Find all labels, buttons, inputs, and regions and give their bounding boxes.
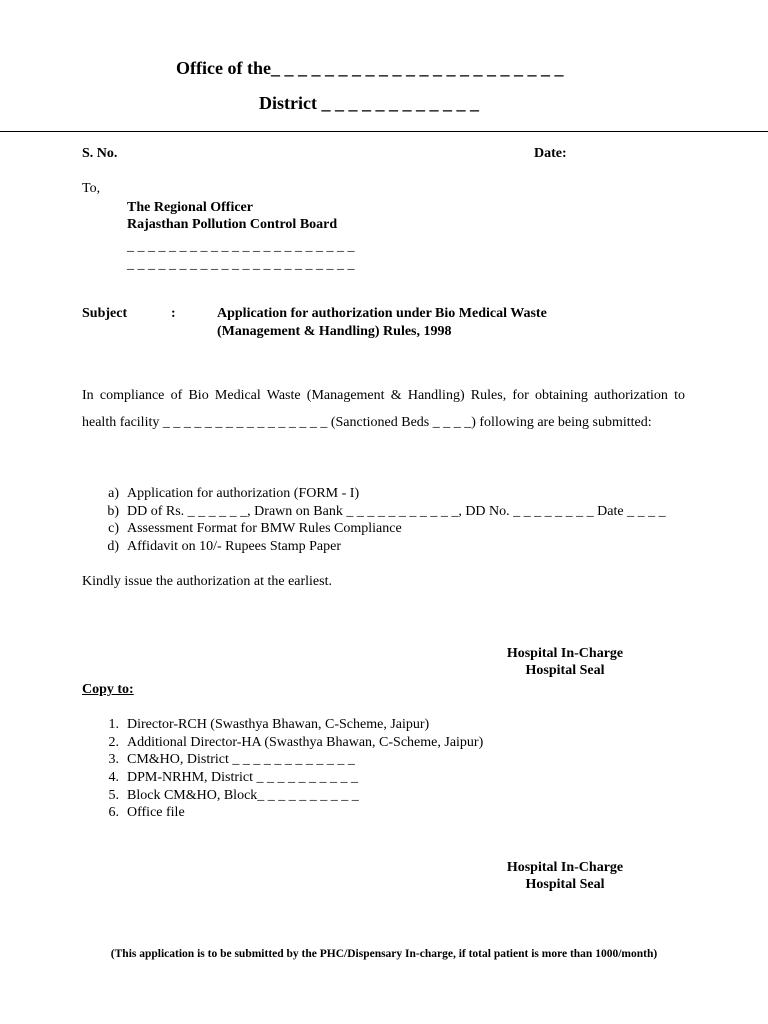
office-line: Office of the_ _ _ _ _ _ _ _ _ _ _ _ _ _ _ _ _ _ _ _ _ _ [176, 58, 564, 78]
list-marker: 2. [108, 734, 119, 750]
list-marker: d) [107, 539, 119, 555]
body-paragraph: In compliance of Bio Medical Waste (Management & Handling) Rules, for obtaining authorization to health facility _ _ _ _ _ _ _ _ _ _ _ _ _ _ _ _ (Sanctioned Beds _ _ _ _) following are being submitted: [82, 388, 685, 430]
list-item [82, 520, 666, 538]
footer-note: (This application is to be submitted by the PHC/Dispensary In-charge, if total patient is more than 1000/month) [110, 948, 658, 960]
list-item [82, 485, 666, 503]
signature-seal-2: Hospital Seal [525, 877, 605, 892]
district-line: District _ _ _ _ _ _ _ _ _ _ _ _ [259, 93, 479, 113]
copy-to-heading: Copy to: [82, 682, 134, 697]
signature-in-charge-2: Hospital In-Charge [506, 860, 624, 875]
enclosure-list [82, 485, 666, 556]
list-item [82, 787, 483, 805]
recipient-title: The Regional Officer [127, 200, 253, 215]
list-item [82, 769, 483, 787]
list-marker: 3. [108, 752, 119, 768]
list-marker: 5. [108, 787, 119, 803]
list-item-text: DD of Rs. _ _ _ _ _ _, Drawn on Bank _ _ _ _ _ _ _ _ _ _ _, DD No. _ _ _ _ _ _ _ _ Date _ _ _ _ [127, 503, 666, 519]
list-item-text: DPM-NRHM, District _ _ _ _ _ _ _ _ _ _ [127, 770, 359, 786]
list-marker: 1. [108, 717, 119, 732]
subject-line-2: (Management & Handling) Rules, 1998 [217, 324, 452, 339]
address-blank-line-1: _ _ _ _ _ _ _ _ _ _ _ _ _ _ _ _ _ _ _ _ _ _ [127, 239, 355, 254]
list-item-text: Application for authorization (FORM - I) [127, 486, 360, 501]
recipient-organization: Rajasthan Pollution Control Board [127, 217, 338, 232]
address-blank-line-2: _ _ _ _ _ _ _ _ _ _ _ _ _ _ _ _ _ _ _ _ _ _ [127, 257, 355, 272]
list-item-text: CM&HO, District _ _ _ _ _ _ _ _ _ _ _ _ [127, 752, 355, 768]
list-marker: 6. [108, 805, 119, 821]
subject-line-1: Application for authorization under Bio Medical Waste [217, 306, 547, 321]
list-marker: 4. [108, 770, 119, 786]
header-divider [0, 131, 768, 132]
signature-seal: Hospital Seal [525, 663, 605, 678]
list-item [82, 804, 483, 822]
list-item-text: Additional Director-HA (Swasthya Bhawan, C-Scheme, Jaipur) [127, 734, 484, 750]
list-item [82, 751, 483, 769]
salutation-to: To, [82, 181, 101, 196]
list-item [82, 734, 483, 752]
subject-colon: : [171, 306, 176, 321]
list-item [82, 538, 666, 556]
copy-to-list [82, 716, 483, 822]
subject-label: Subject [82, 306, 128, 321]
serial-number-label: S. No. [82, 146, 118, 161]
list-item [82, 716, 483, 734]
list-item-text: Assessment Format for BMW Rules Compliance [127, 521, 402, 537]
list-item-text: Director-RCH (Swasthya Bhawan, C-Scheme, Jaipur) [127, 717, 430, 732]
closing-line: Kindly issue the authorization at the earliest. [82, 574, 332, 589]
list-item-text: Block CM&HO, Block_ _ _ _ _ _ _ _ _ _ [127, 787, 359, 803]
list-marker: c) [108, 521, 119, 537]
date-label: Date: [534, 146, 567, 161]
list-item-text: Office file [127, 805, 185, 821]
list-marker: a) [108, 486, 119, 501]
list-item-text: Affidavit on 10/- Rupees Stamp Paper [127, 539, 341, 555]
signature-in-charge: Hospital In-Charge [506, 646, 624, 661]
list-marker: b) [107, 503, 119, 519]
list-item [82, 503, 666, 521]
